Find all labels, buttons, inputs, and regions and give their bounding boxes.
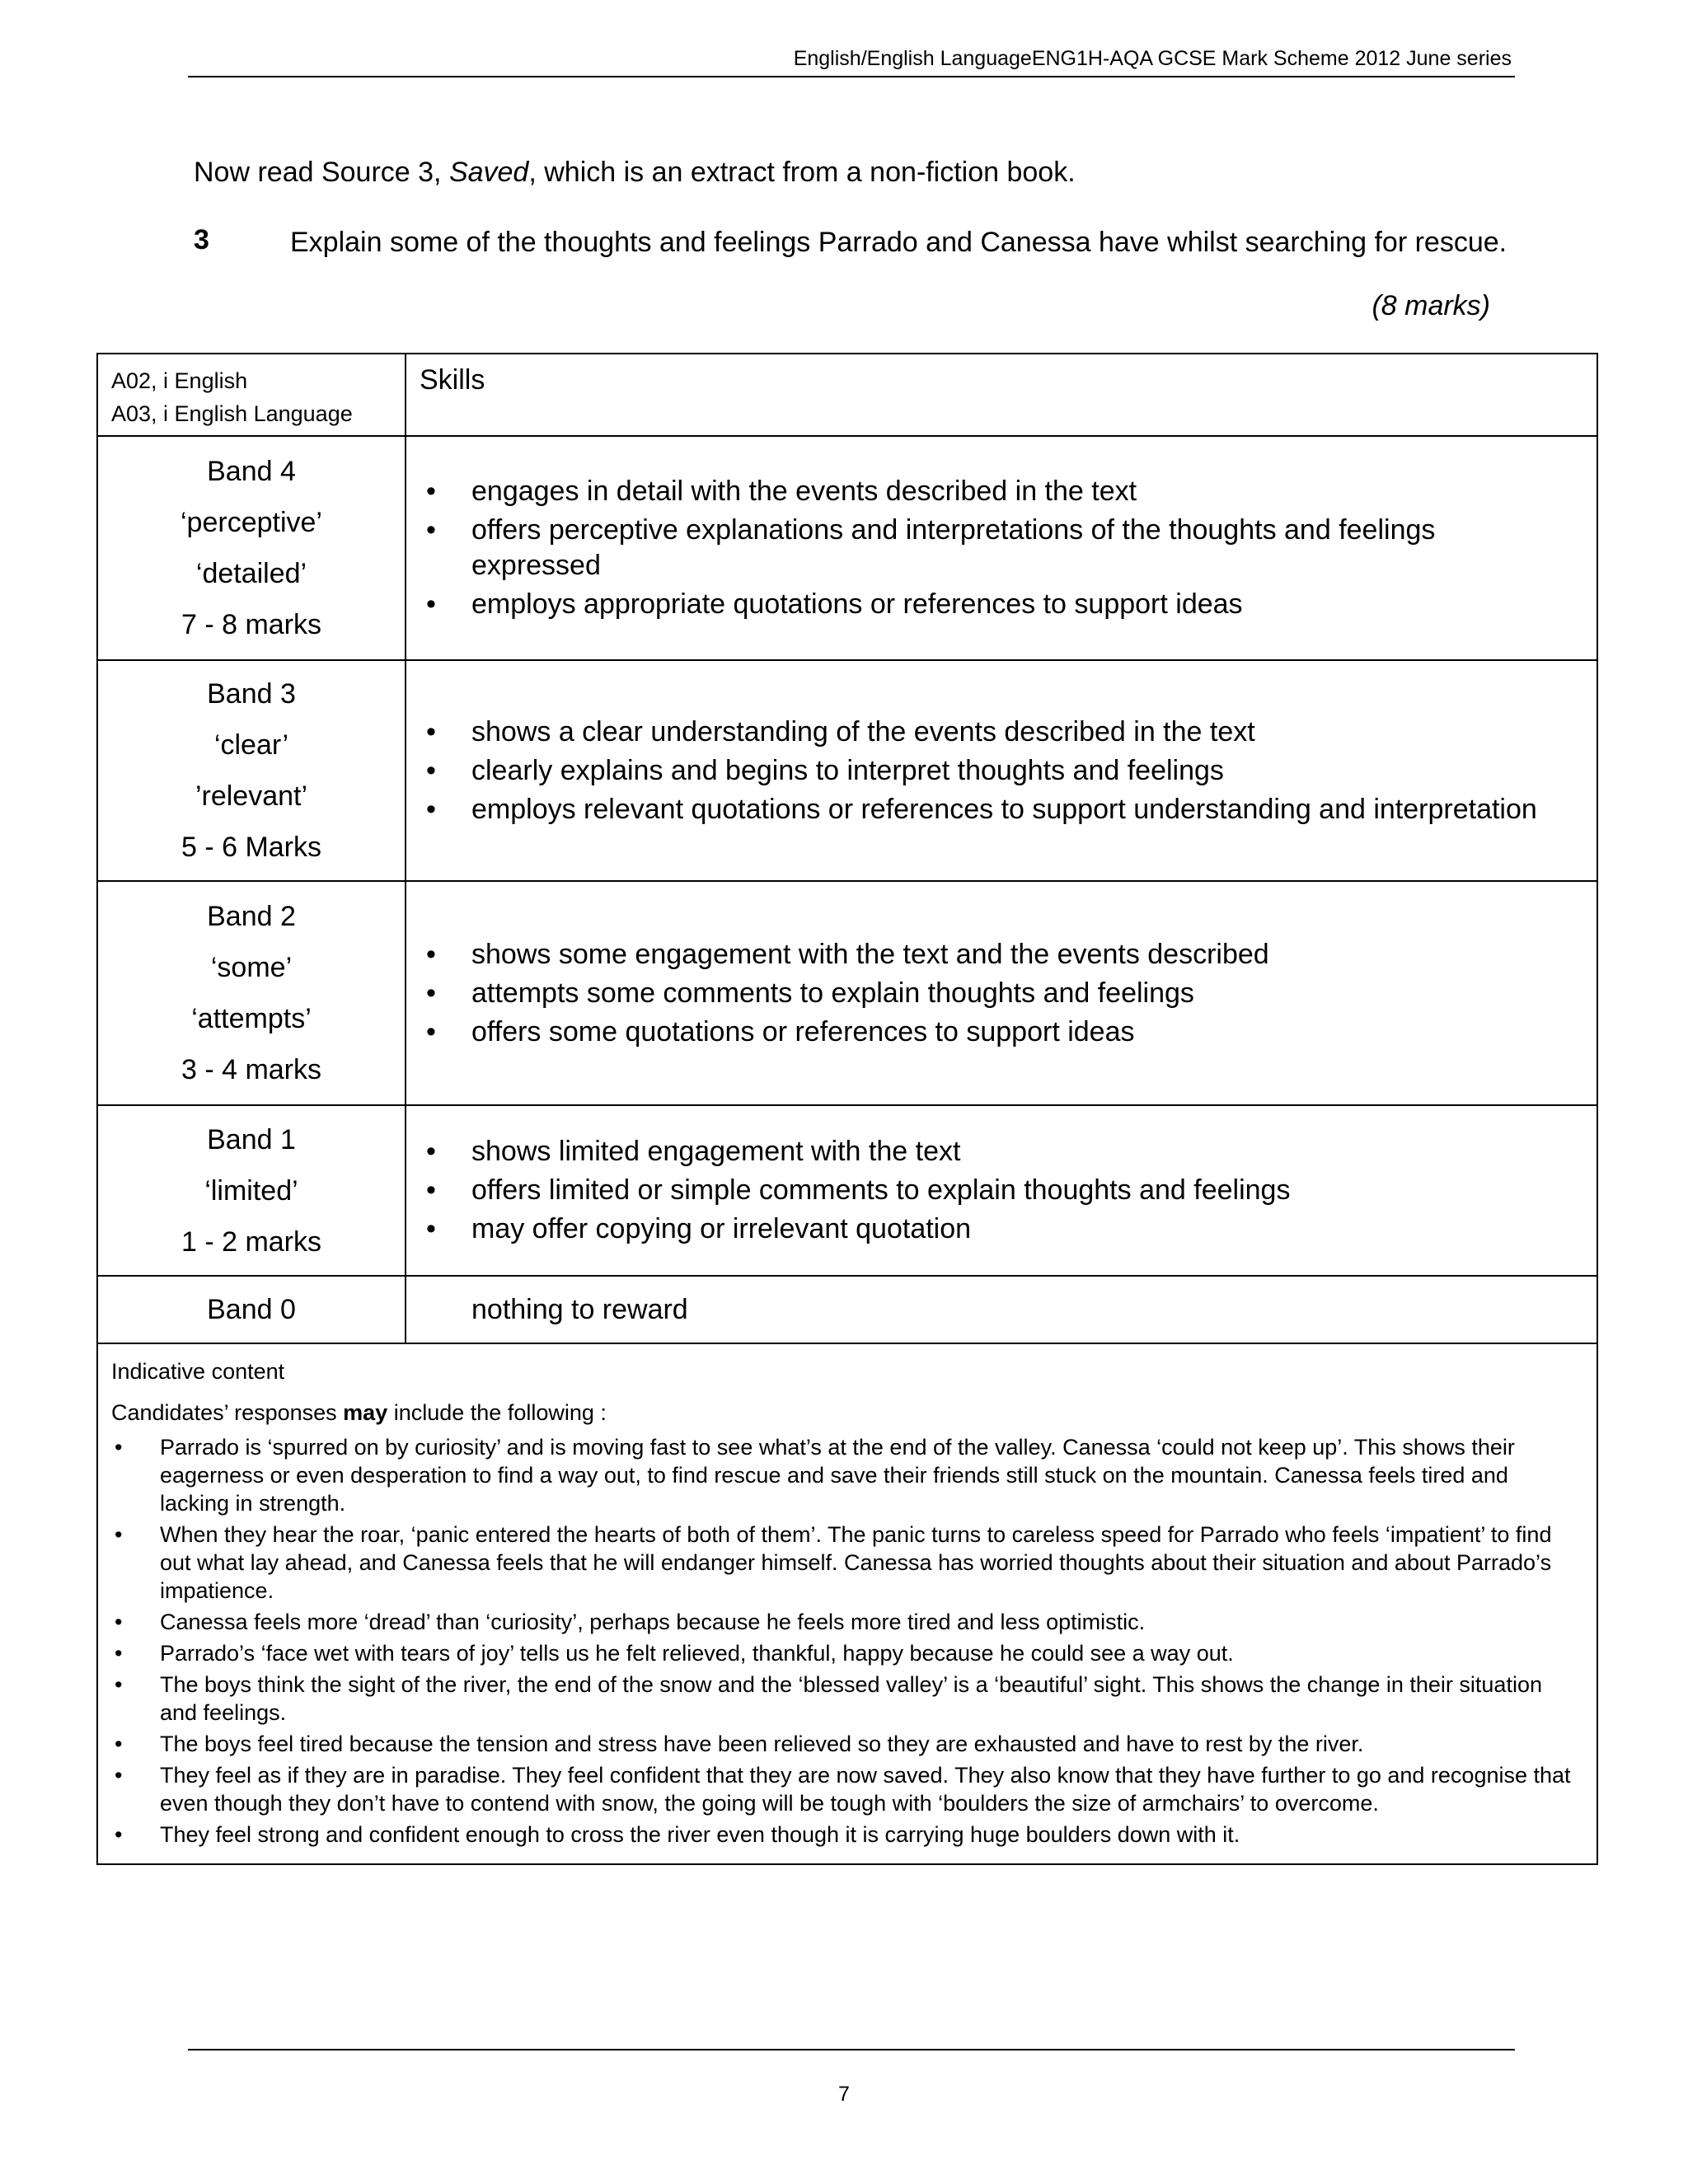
band-name: Band 4 xyxy=(207,456,296,487)
band-descriptor: ‘some’ xyxy=(210,952,293,983)
band-marks: 5 - 6 Marks xyxy=(181,832,322,863)
band-marks: 3 - 4 marks xyxy=(181,1054,322,1085)
criteria-item: • offers perceptive explanations and interpretations of the thoughts and feelings expressed xyxy=(424,513,1547,583)
indicative-point: • They feel as if they are in paradise. They feel confident that they are now saved. They also know that they have further to go and recognise that even though they don’t have to contend with snow, the going will be tough with ‘boulders the size of armchairs’ to overcome. xyxy=(111,1761,1583,1817)
indicative-content-cell xyxy=(98,1344,1597,1863)
intro-before: Now read Source 3, xyxy=(194,157,449,188)
band-name: Band 3 xyxy=(207,678,296,710)
band-descriptor: ‘attempts’ xyxy=(191,1003,312,1034)
criteria-item: • clearly explains and begins to interpret thoughts and feelings xyxy=(424,753,1547,789)
criteria-item: • may offer copying or irrelevant quotation xyxy=(424,1212,1547,1247)
indicative-intro-after: include the following : xyxy=(387,1400,607,1425)
criteria-item: • offers limited or simple comments to explain thoughts and feelings xyxy=(424,1173,1547,1208)
header-rule xyxy=(188,76,1515,77)
ao-line-1: A02, i English xyxy=(111,368,248,393)
criteria-list xyxy=(424,934,1597,1053)
band-criteria-cell xyxy=(406,882,1597,1104)
table-header-row xyxy=(98,354,1597,437)
band-label-cell xyxy=(98,882,406,1104)
band-descriptor: ‘clear’ xyxy=(213,729,289,761)
skills-header: Skills xyxy=(420,364,485,396)
band-marks: 7 - 8 marks xyxy=(181,609,322,640)
band-descriptor: ‘detailed’ xyxy=(195,558,307,589)
band-criteria-cell xyxy=(406,1106,1597,1275)
band-0-row xyxy=(98,1277,1597,1344)
question-number: 3 xyxy=(194,224,209,255)
criteria-item: • engages in detail with the events described in the text xyxy=(424,474,1547,509)
criteria-list xyxy=(424,711,1597,831)
criteria-item: • shows limited engagement with the text xyxy=(424,1134,1547,1169)
band-label-cell xyxy=(98,661,406,880)
indicative-points-list xyxy=(111,1433,1583,1849)
band-descriptor: ’relevant’ xyxy=(195,780,308,812)
band-name: Band 1 xyxy=(207,1123,296,1155)
intro-after: , which is an extract from a non-fiction book. xyxy=(528,157,1076,188)
band-4-row xyxy=(98,437,1597,661)
ao-line-2: A03, i English Language xyxy=(111,401,353,426)
band-1-row xyxy=(98,1106,1597,1277)
band-2-row xyxy=(98,882,1597,1106)
criteria-item: • employs appropriate quotations or references to support ideas xyxy=(424,587,1547,622)
question-marks: (8 marks) xyxy=(1372,290,1490,321)
indicative-point: • Parrado’s ‘face wet with tears of joy’ tells us he felt relieved, thankful, happy because he could see a way out. xyxy=(111,1639,1583,1667)
band-descriptor: ‘perceptive’ xyxy=(181,507,322,538)
band-marks: 1 - 2 marks xyxy=(181,1226,322,1258)
indicative-point: • The boys think the sight of the river, the end of the snow and the ‘blessed valley’ is a ‘beautiful’ sight. This shows the change in their situation and feelings. xyxy=(111,1671,1583,1727)
band-label-cell xyxy=(98,1106,406,1275)
band-descriptor: ‘limited’ xyxy=(204,1174,298,1207)
assessment-objectives-cell xyxy=(98,354,406,435)
indicative-point: • Parrado is ‘spurred on by curiosity’ and is moving fast to see what’s at the end of the valley. Canessa ‘could not keep up’. This shows their eagerness or even desperation to find a way out, to find rescue and save their friends still stuck on the mountain. Canessa feels tired and lacking in strength. xyxy=(111,1433,1583,1517)
indicative-point: • When they hear the roar, ‘panic entered the hearts of both of them’. The panic turns to careless speed for Parrado who feels ‘impatient’ to find out what lay ahead, and Canessa feels that he will endanger himself. Canessa has worried thoughts about their situation and about Parrado’s impatience. xyxy=(111,1521,1583,1605)
indicative-content-row xyxy=(98,1344,1597,1863)
band-criteria-cell xyxy=(406,1277,1597,1343)
band-criteria-cell xyxy=(406,437,1597,659)
indicative-intro-before: Candidates’ responses xyxy=(111,1400,344,1425)
criteria-item: • offers some quotations or references to support ideas xyxy=(424,1015,1547,1050)
indicative-intro-bold: may xyxy=(343,1400,388,1425)
mark-scheme-table xyxy=(96,353,1598,1865)
band-name: Band 2 xyxy=(207,901,296,932)
source-title: Saved xyxy=(448,157,529,188)
running-header: English/English LanguageENG1H-AQA GCSE Mark Scheme 2012 June series xyxy=(793,47,1512,70)
indicative-point: • The boys feel tired because the tension and stress have been relieved so they are exhausted and have to rest by the river. xyxy=(111,1730,1583,1758)
criteria-item: • employs relevant quotations or references to support understanding and interpretation xyxy=(424,792,1547,827)
indicative-intro xyxy=(111,1397,1583,1428)
indicative-point: • Canessa feels more ‘dread’ than ‘curiosity’, perhaps because he feels more tired and less optimistic. xyxy=(111,1608,1583,1636)
criteria-list xyxy=(424,471,1597,626)
indicative-title: Indicative content xyxy=(111,1359,285,1384)
criteria-list xyxy=(424,1131,1597,1250)
footer-rule xyxy=(188,2049,1515,2050)
page-number: 7 xyxy=(838,2083,850,2106)
criteria-item: • attempts some comments to explain thoughts and feelings xyxy=(424,976,1547,1011)
band-label-cell xyxy=(98,1277,406,1343)
band-label-cell xyxy=(98,437,406,659)
intro-line xyxy=(194,157,1076,189)
nothing-to-reward-text: nothing to reward xyxy=(471,1293,688,1325)
criteria-item: • shows a clear understanding of the events described in the text xyxy=(424,715,1547,750)
indicative-point: • They feel strong and confident enough to cross the river even though it is carrying huge boulders down with it. xyxy=(111,1821,1583,1849)
question-text: Explain some of the thoughts and feelings Parrado and Canessa have whilst searching for rescue. xyxy=(290,227,1507,258)
band-criteria-cell xyxy=(406,661,1597,880)
band-name: Band 0 xyxy=(207,1294,296,1325)
band-3-row xyxy=(98,661,1597,882)
criteria-item: • shows some engagement with the text and the events described xyxy=(424,937,1547,972)
